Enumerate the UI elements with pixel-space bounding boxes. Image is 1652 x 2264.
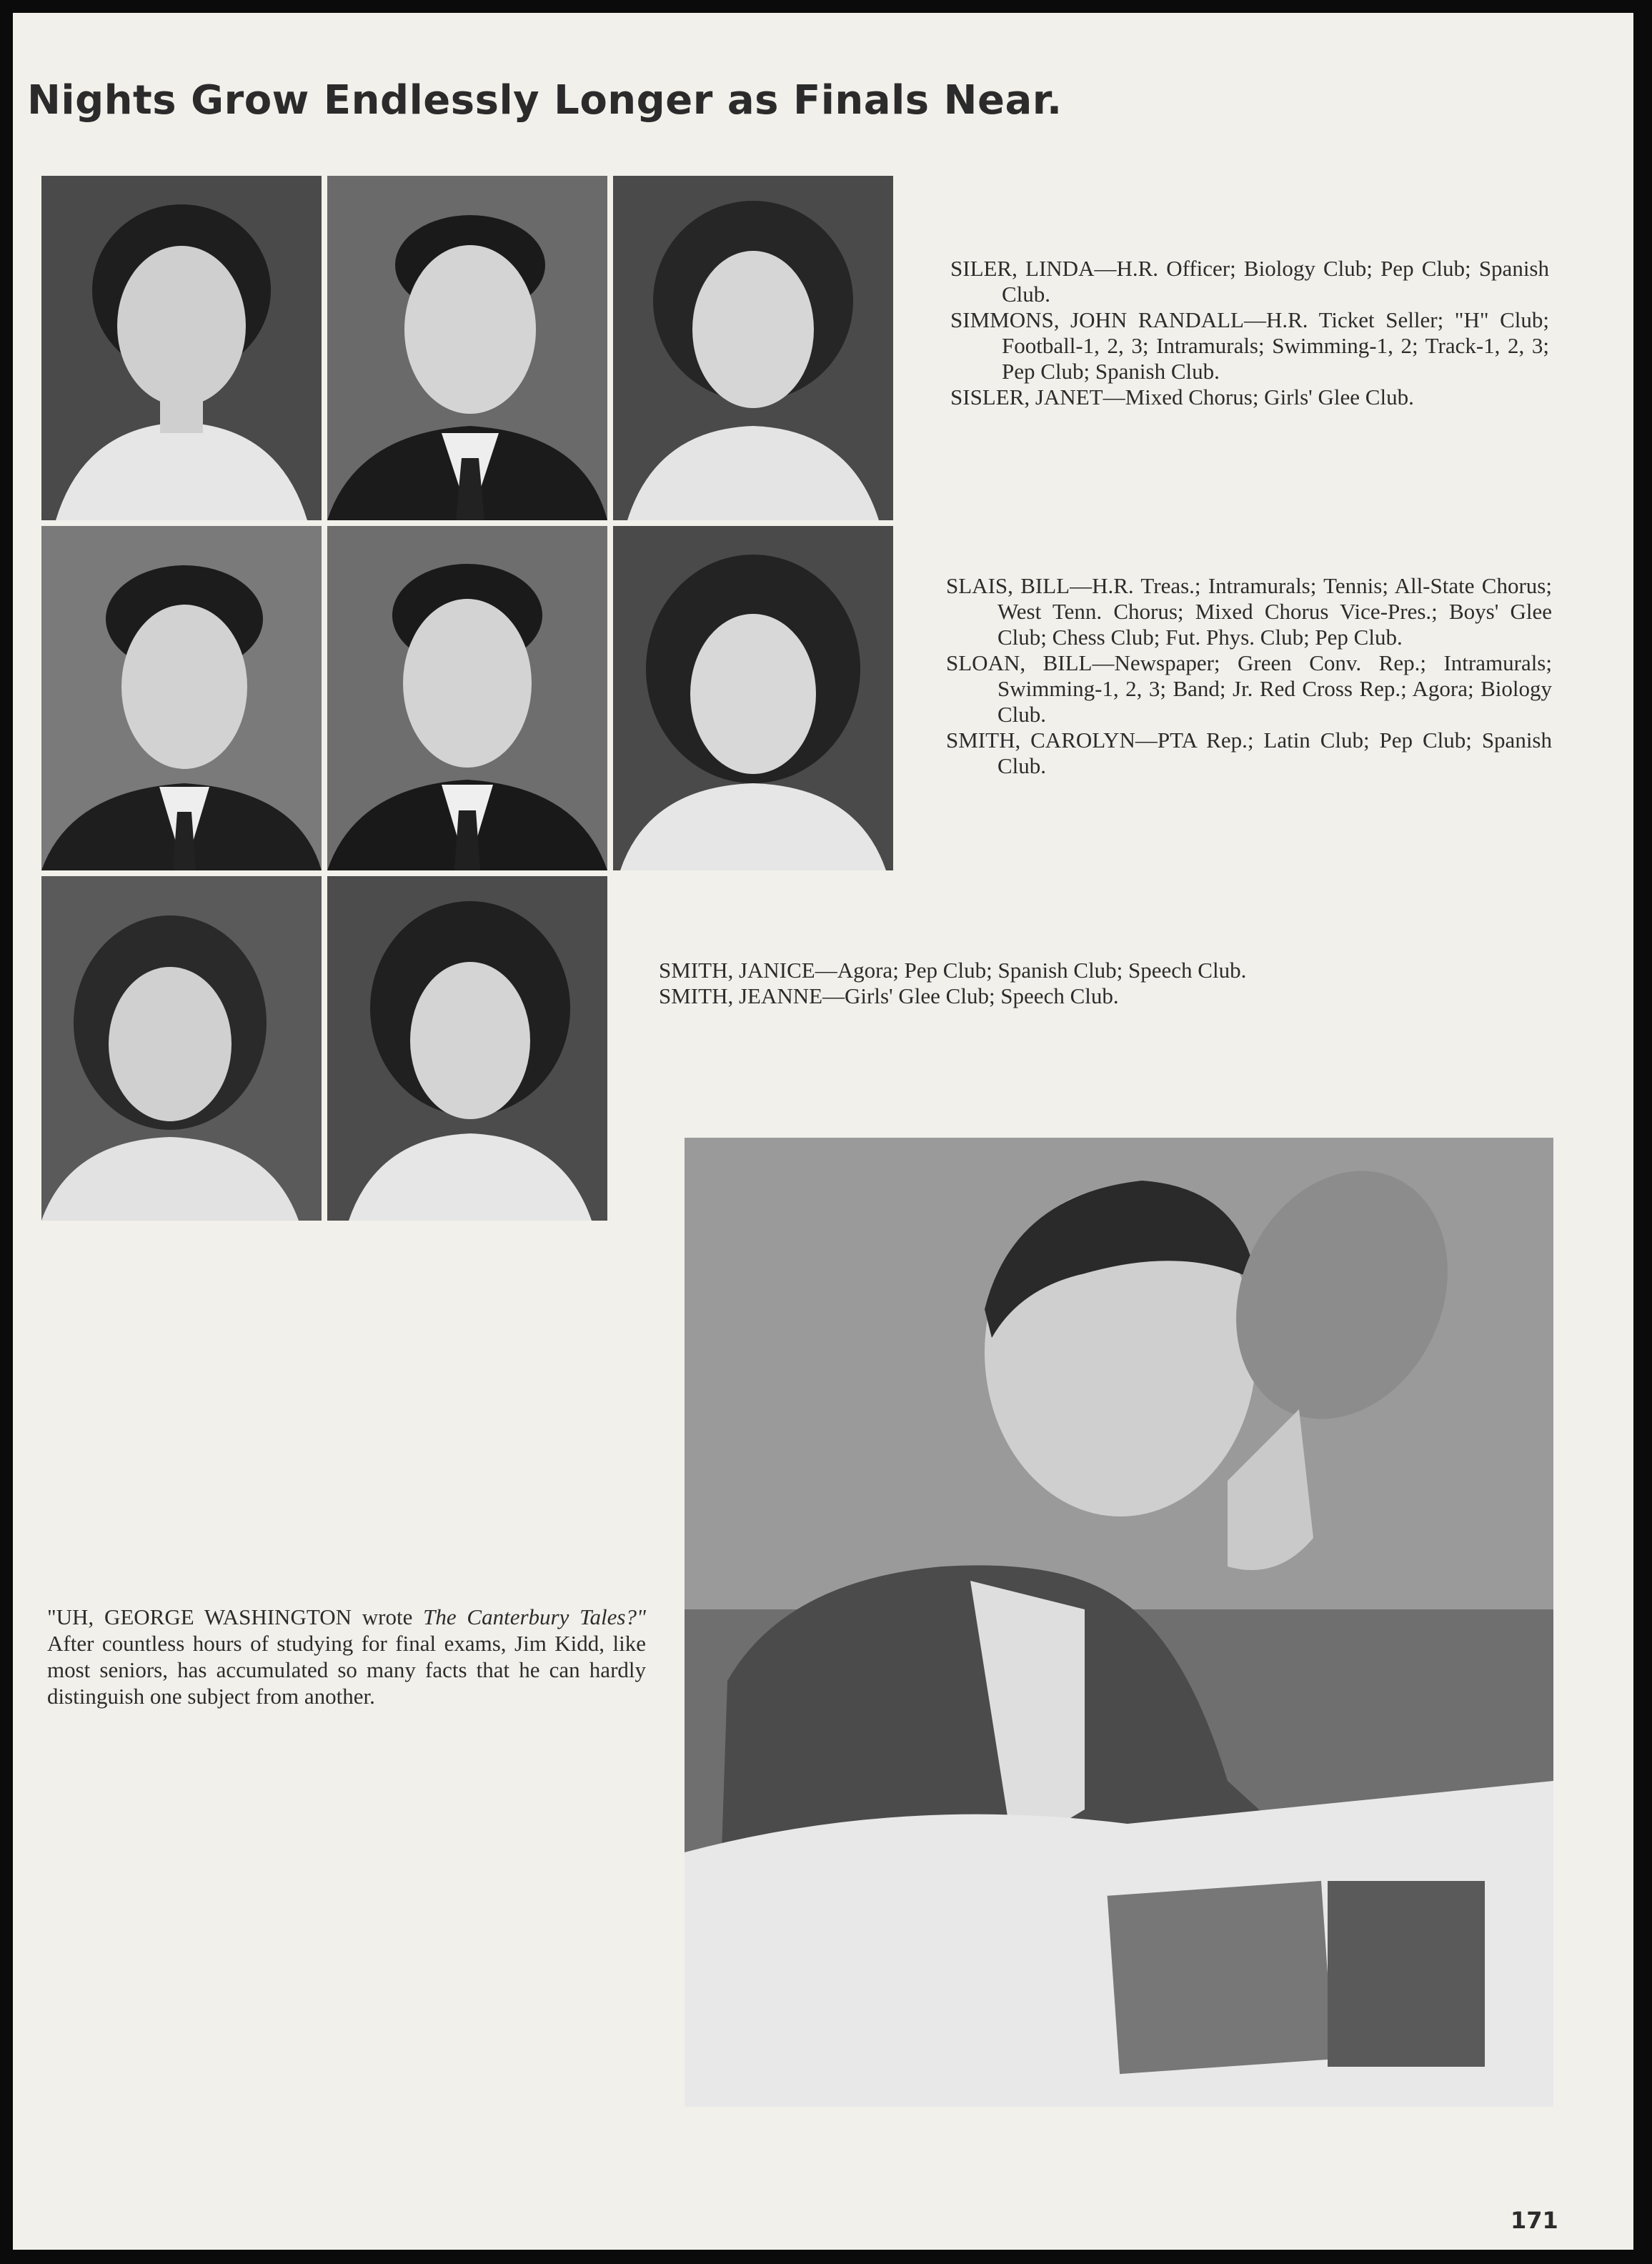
bio-entry: SMITH, JANICE—Agora; Pep Club; Spanish Club; Speech Club. — [659, 958, 1247, 983]
candid-photo — [685, 1138, 1553, 2107]
caption-body: After countless hours of studying for final exams, Jim Kidd, like most seniors, has accumulated so many facts that he can hardly distinguish one subject from another. — [47, 1631, 646, 1709]
page-headline: Nights Grow Endlessly Longer as Finals Near. — [27, 77, 1063, 124]
photo-caption — [47, 1604, 646, 1709]
yearbook-page — [13, 13, 1633, 2250]
caption-lead: "UH, GEORGE WASHINGTON wrote — [47, 1604, 424, 1629]
bio-entry: SMITH, JEANNE—Girls' Glee Club; Speech Club. — [659, 983, 1119, 1008]
page-number: 171 — [1511, 2207, 1558, 2234]
portrait-photo-3 — [613, 176, 893, 520]
bio-group-1 — [950, 256, 1549, 410]
portrait-photo-6 — [613, 526, 893, 870]
portrait-photo-4 — [41, 526, 322, 870]
bio-entry: SMITH, CAROLYN—PTA Rep.; Latin Club; Pep Club; Spanish Club. — [946, 728, 1552, 778]
bio-entry: SILER, LINDA—H.R. Officer; Biology Club; Pep Club; Spanish Club. — [950, 256, 1549, 307]
portrait-photo-1 — [41, 176, 322, 520]
portrait-photo-2 — [327, 176, 607, 520]
portrait-photo-7 — [41, 876, 322, 1221]
bio-entry: SISLER, JANET—Mixed Chorus; Girls' Glee Club. — [950, 384, 1414, 409]
bio-group-2 — [946, 573, 1552, 779]
bio-entry: SIMMONS, JOHN RANDALL—H.R. Ticket Seller; "H" Club; Football-1, 2, 3; Intramurals; Swimming-1, 2; Track-1, 2, 3; Pep Club; Spanish Club. — [950, 307, 1549, 384]
caption-book-title: The Canterbury Tales?" — [423, 1604, 646, 1629]
portrait-photo-8 — [327, 876, 607, 1221]
bio-entry: SLAIS, BILL—H.R. Treas.; Intramurals; Tennis; All-State Chorus; West Tenn. Chorus; Mixed Chorus Vice-Pres.; Boys' Glee Club; Chess Club; Fut. Phys. Club; Pep Club. — [946, 573, 1552, 650]
portrait-photo-5 — [327, 526, 607, 870]
bio-entry: SLOAN, BILL—Newspaper; Green Conv. Rep.; Intramurals; Swimming-1, 2, 3; Band; Jr. Red Cross Rep.; Agora; Biology Club. — [946, 650, 1552, 727]
bio-group-3 — [659, 958, 1273, 1009]
